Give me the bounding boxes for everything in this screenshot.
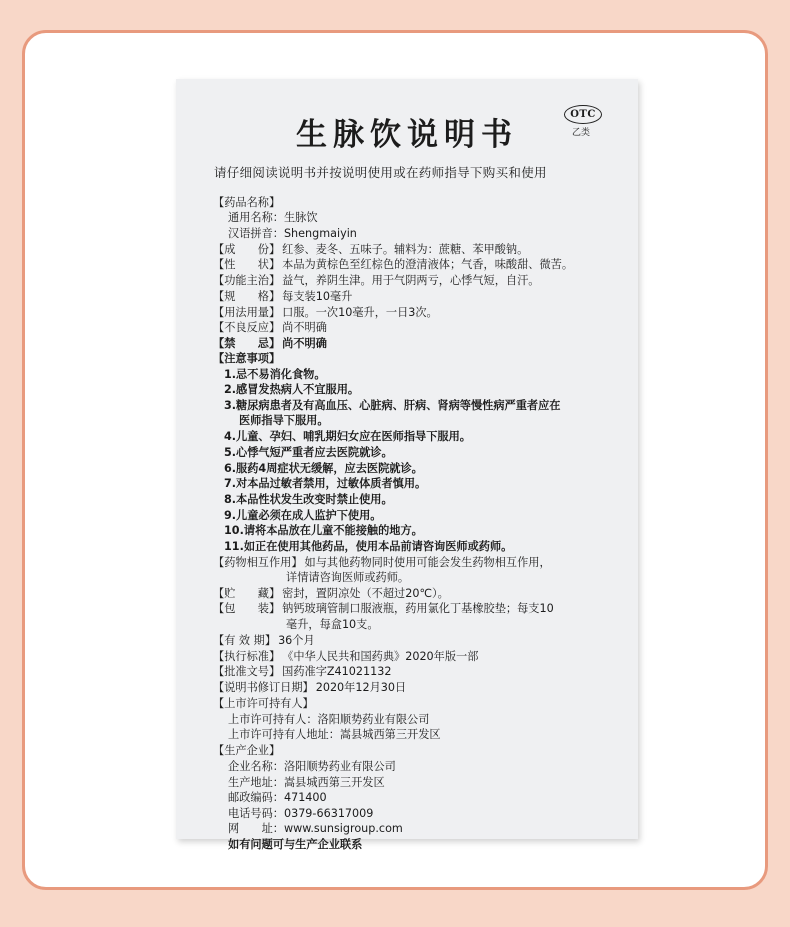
dosage-row bbox=[213, 305, 438, 321]
precaution-item-continued: 医师指导下服用。 bbox=[239, 414, 329, 427]
revision-value: 2020年12月30日 bbox=[315, 681, 407, 694]
manufacturer-zip bbox=[228, 790, 327, 806]
adverse-label: 【不良反应】 bbox=[213, 321, 281, 334]
interactions-value-continued: 详情请咨询医师或药师。 bbox=[286, 571, 410, 584]
indications-value: 益气，养阴生津。用于气阴两亏，心悸气短，自汗。 bbox=[282, 274, 540, 287]
precaution-item: 6.服药4周症状无缓解，应去医院就诊。 bbox=[224, 462, 423, 475]
approval-value: 国药准字Z41021132 bbox=[282, 665, 392, 678]
ingredients-label: 【成 份】 bbox=[213, 243, 281, 256]
revision-row bbox=[213, 680, 406, 696]
revision-label: 【说明书修订日期】 bbox=[213, 681, 314, 694]
contraindications-label: 【禁 忌】 bbox=[213, 337, 281, 350]
mah-name bbox=[228, 712, 429, 728]
character-value: 本品为黄棕色至红棕色的澄清液体；气香，味酸甜、微苦。 bbox=[282, 258, 574, 271]
contraindications-value: 尚不明确 bbox=[282, 337, 327, 350]
otc-badge: OTC bbox=[564, 105, 602, 124]
precaution-item: 10.请将本品放在儿童不能接触的地方。 bbox=[224, 524, 423, 537]
character-row bbox=[213, 257, 573, 273]
specification-value: 每支装10毫升 bbox=[282, 290, 353, 303]
dosage-label: 【用法用量】 bbox=[213, 306, 281, 319]
website-label: 网 址： bbox=[228, 822, 284, 835]
precaution-item: 4.儿童、孕妇、哺乳期妇女应在医师指导下服用。 bbox=[224, 430, 471, 443]
generic-name-label: 通用名称： bbox=[228, 211, 284, 224]
zip-label: 邮政编码： bbox=[228, 791, 284, 804]
pinyin-label: 汉语拼音： bbox=[228, 227, 284, 240]
precaution-item: 11.如正在使用其他药品，使用本品前请咨询医师或药师。 bbox=[224, 540, 513, 553]
manufacturer-address-value: 嵩县城西第三开发区 bbox=[283, 776, 385, 789]
precaution-item: 9.儿童必须在成人监护下使用。 bbox=[224, 509, 382, 522]
generic-name-value: 生脉饮 bbox=[283, 211, 318, 224]
package-value-continued: 毫升，每盒10支。 bbox=[286, 618, 379, 631]
approval-label: 【批准文号】 bbox=[213, 665, 281, 678]
interactions-row bbox=[213, 555, 551, 571]
storage-label: 【贮 藏】 bbox=[213, 587, 281, 600]
precautions-header: 【注意事项】 bbox=[213, 352, 281, 365]
validity-row bbox=[213, 633, 315, 649]
package-label: 【包 装】 bbox=[213, 602, 281, 615]
phone-value: 0379-66317009 bbox=[283, 807, 374, 820]
precaution-item: 3.糖尿病患者及有高血压、心脏病、肝病、肾病等慢性病严重者应在 bbox=[224, 399, 561, 412]
leaflet-title: 生脉饮说明书 bbox=[296, 117, 518, 153]
package-row bbox=[213, 601, 554, 617]
standard-value: 《中华人民共和国药典》2020年版一部 bbox=[282, 650, 479, 663]
specification-row bbox=[213, 289, 352, 305]
manufacturer-name bbox=[228, 759, 396, 775]
storage-value: 密封，置阴凉处（不超过20℃）。 bbox=[282, 587, 449, 600]
interactions-label: 【药物相互作用】 bbox=[213, 556, 303, 569]
manufacturer-address bbox=[228, 775, 385, 791]
precaution-item: 2.感冒发热病人不宜服用。 bbox=[224, 383, 360, 396]
drug-name-header: 【药品名称】 bbox=[213, 196, 281, 209]
adverse-value: 尚不明确 bbox=[282, 321, 327, 334]
validity-value: 36个月 bbox=[278, 634, 315, 647]
manufacturer-header: 【生产企业】 bbox=[213, 744, 281, 757]
indications-row bbox=[213, 273, 539, 289]
interactions-value: 如与其他药物同时使用可能会发生药物相互作用， bbox=[304, 556, 551, 569]
mah-header: 【上市许可持有人】 bbox=[213, 697, 314, 710]
precaution-item: 8.本品性状发生改变时禁止使用。 bbox=[224, 493, 393, 506]
validity-label: 【有 效 期】 bbox=[213, 634, 277, 647]
manufacturer-website bbox=[228, 821, 403, 837]
manufacturer-address-label: 生产地址： bbox=[228, 776, 284, 789]
phone-label: 电话号码： bbox=[228, 807, 284, 820]
contact-note: 如有问题可与生产企业联系 bbox=[228, 838, 363, 851]
indications-label: 【功能主治】 bbox=[213, 274, 281, 287]
character-label: 【性 状】 bbox=[213, 258, 281, 271]
storage-row bbox=[213, 586, 449, 602]
pinyin-name bbox=[228, 226, 357, 242]
website-value: www.sunsigroup.com bbox=[283, 822, 403, 835]
mah-name-value: 洛阳顺势药业有限公司 bbox=[317, 713, 430, 726]
dosage-value: 口服。一次10毫升，一日3次。 bbox=[282, 306, 438, 319]
generic-name bbox=[228, 210, 318, 226]
specification-label: 【规 格】 bbox=[213, 290, 281, 303]
reading-notice: 请仔细阅读说明书并按说明使用或在药师指导下购买和使用 bbox=[214, 165, 547, 180]
instruction-leaflet bbox=[176, 79, 638, 851]
precaution-item: 7.对本品过敏者禁用，过敏体质者慎用。 bbox=[224, 477, 427, 490]
precaution-item: 5.心悸气短严重者应去医院就诊。 bbox=[224, 446, 393, 459]
adverse-row bbox=[213, 320, 327, 336]
manufacturer-name-value: 洛阳顺势药业有限公司 bbox=[283, 760, 396, 773]
manufacturer-name-label: 企业名称： bbox=[228, 760, 284, 773]
package-value: 钠钙玻璃管制口服液瓶，药用氯化丁基橡胶垫；每支10 bbox=[282, 602, 554, 615]
approval-row bbox=[213, 664, 392, 680]
ingredients-row bbox=[213, 242, 528, 258]
contraindications-row bbox=[213, 336, 327, 352]
mah-address bbox=[228, 727, 441, 743]
mah-name-label: 上市许可持有人： bbox=[228, 713, 318, 726]
mah-address-label: 上市许可持有人地址： bbox=[228, 728, 340, 741]
otc-class: 乙类 bbox=[572, 128, 591, 138]
precaution-item: 1.忌不易消化食物。 bbox=[224, 368, 326, 381]
ingredients-value: 红参、麦冬、五味子。辅料为：蔗糖、苯甲酸钠。 bbox=[282, 243, 529, 256]
mah-address-value: 嵩县城西第三开发区 bbox=[339, 728, 441, 741]
zip-value: 471400 bbox=[283, 791, 327, 804]
standard-row bbox=[213, 649, 478, 665]
standard-label: 【执行标准】 bbox=[213, 650, 281, 663]
manufacturer-phone bbox=[228, 806, 373, 822]
pinyin-value: Shengmaiyin bbox=[283, 227, 357, 240]
